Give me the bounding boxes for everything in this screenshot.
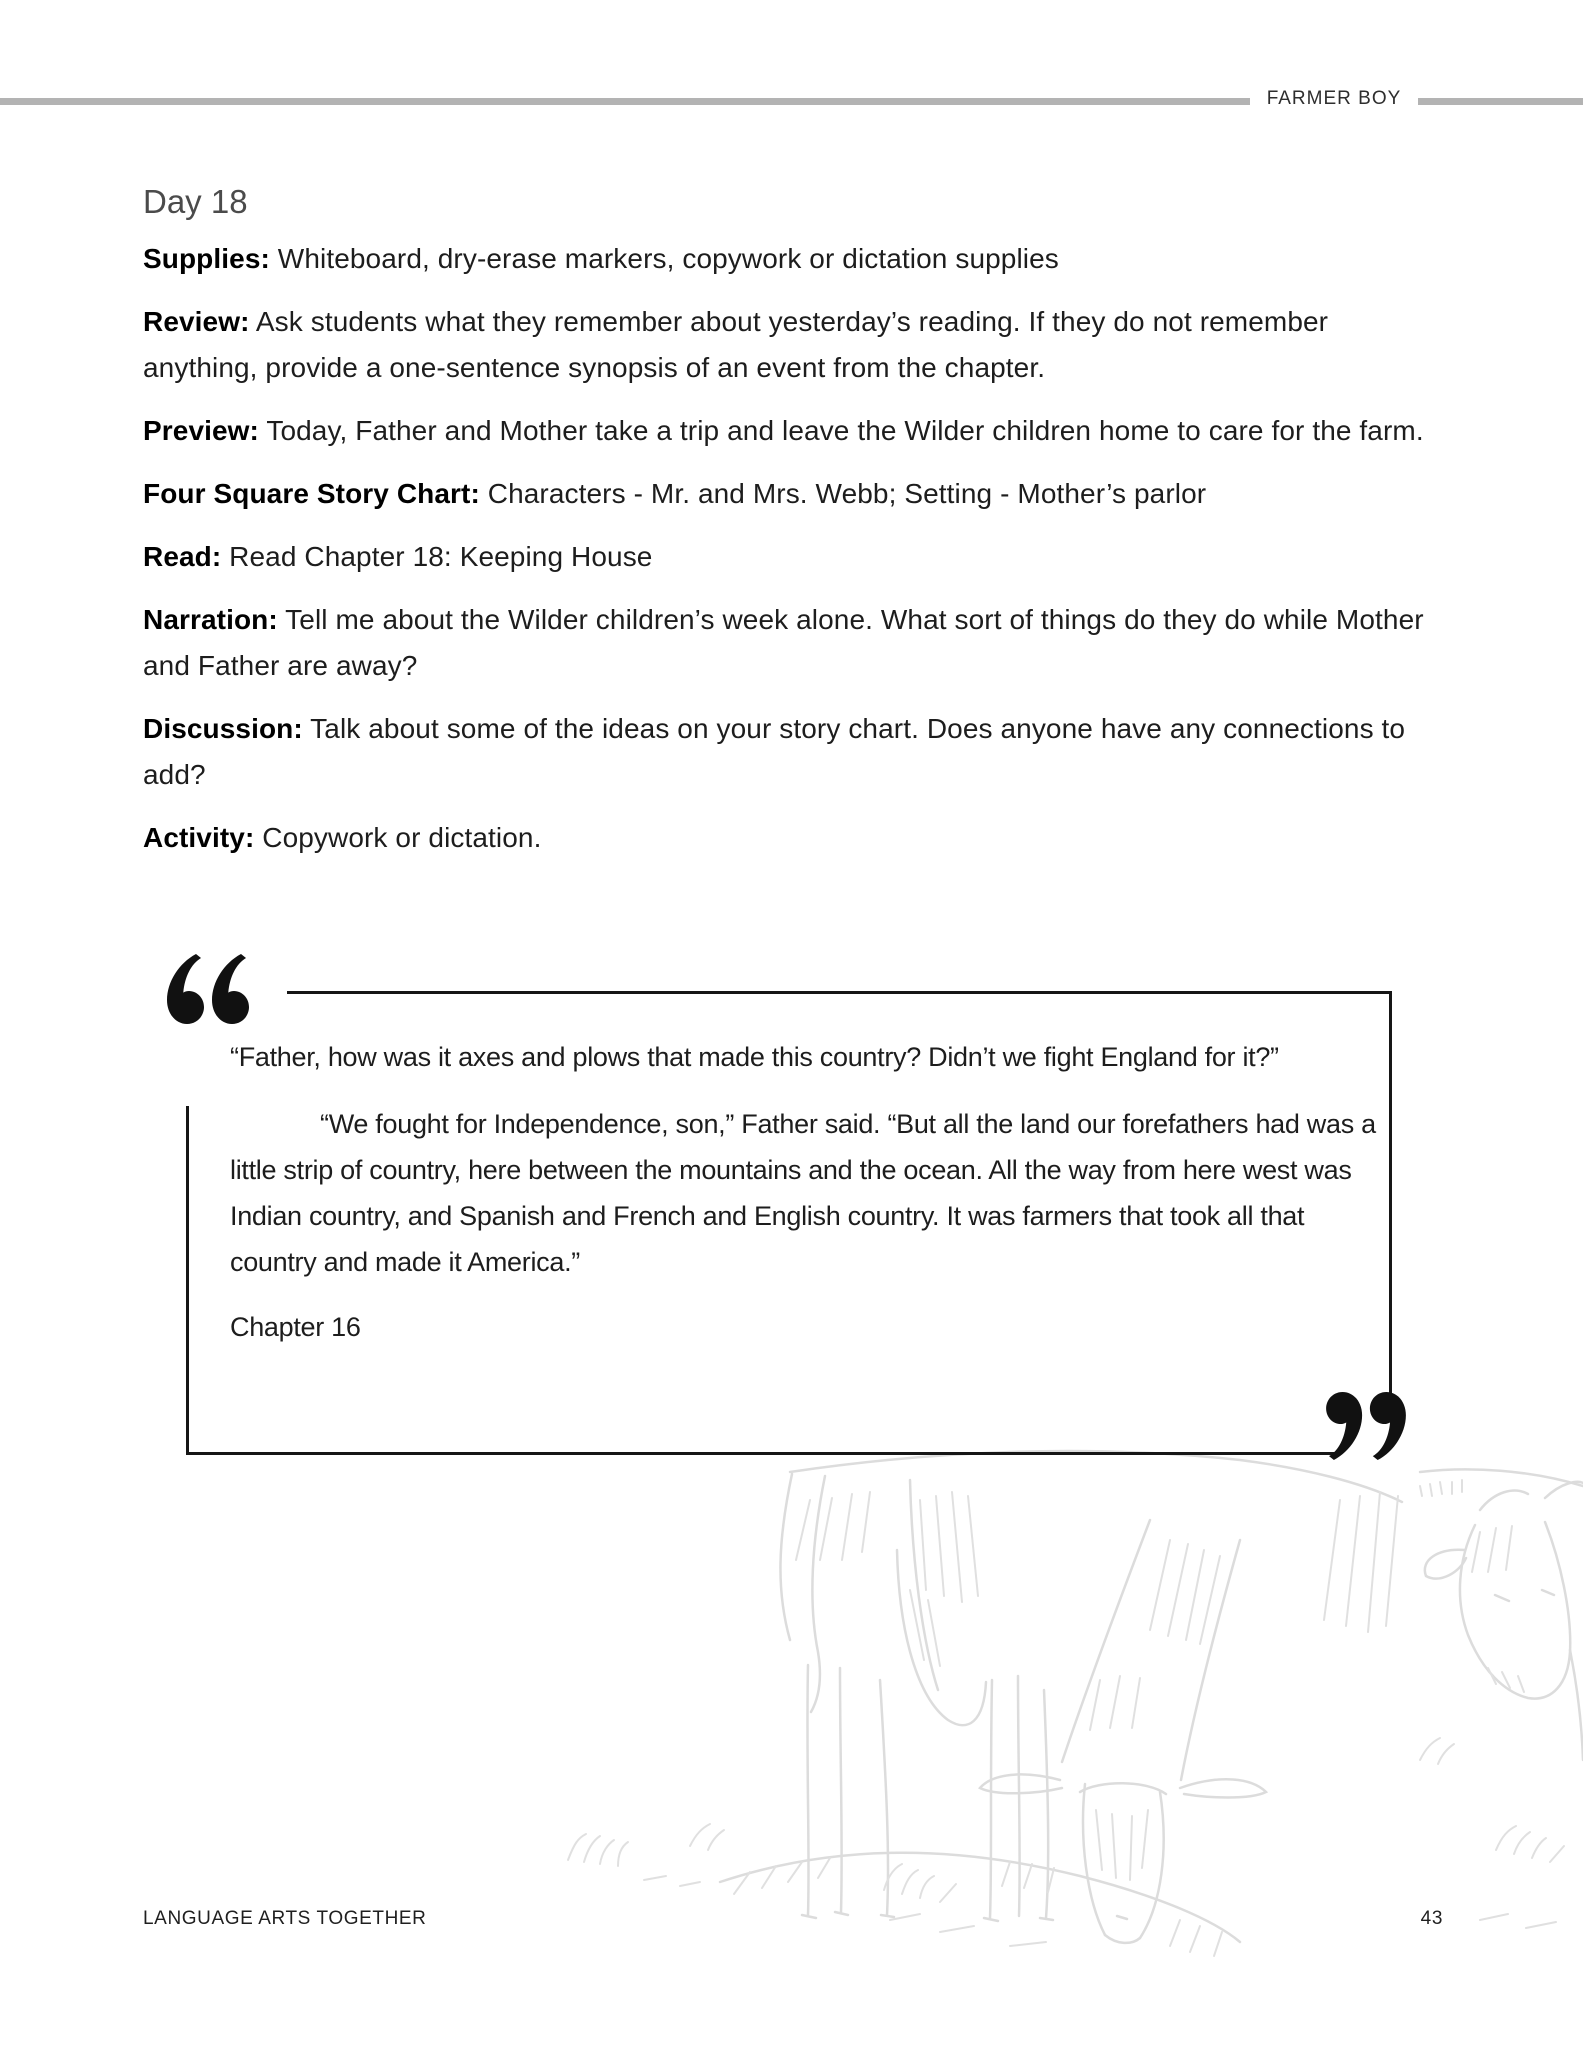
pull-quote-paragraph-2: “We fought for Independence, son,” Father said. “But all the land our forefathers had was a little strip of country, here between the mountains and the ocean. All the way from here west was Indian country, and Spanish and French and English country. It was farmers that took all that country and made it America.”	[230, 1109, 1376, 1277]
header-rule-right	[1418, 98, 1583, 105]
lesson-section-text: Today, Father and Mother take a trip and leave the Wilder children home to care for the farm.	[258, 415, 1424, 446]
page-footer	[143, 1905, 1443, 1933]
lesson-section-label: Preview:	[143, 415, 259, 446]
running-head-book-title: FARMER BOY	[1266, 88, 1402, 109]
pull-quote	[230, 1034, 1380, 1371]
footer-page-number: 43	[1420, 1908, 1443, 1929]
lesson-section-text: Copywork or dictation.	[254, 822, 542, 853]
lesson-section-text: Talk about some of the ideas on your story chart. Does anyone have any connections to add?	[143, 713, 1406, 790]
open-quote-icon	[163, 952, 253, 1026]
close-quote-icon	[1320, 1390, 1412, 1462]
lesson-section-label: Review:	[143, 306, 250, 337]
lesson-paragraph	[143, 236, 1438, 282]
lesson-section-label: Narration:	[143, 604, 278, 635]
lesson-section-text: Ask students what they remember about yesterday’s reading. If they do not remember anything, provide a one-sentence synopsis of an event from the chapter.	[143, 306, 1329, 383]
lesson-paragraph	[143, 471, 1438, 517]
lesson-paragraph	[143, 299, 1438, 391]
lesson-section-label: Discussion:	[143, 713, 303, 744]
lesson-paragraph	[143, 597, 1438, 689]
pull-quote-paragraph-1: “Father, how was it axes and plows that made this country? Didn’t we fight England for it?”	[230, 1042, 1279, 1072]
pull-quote-caption: Chapter 16	[230, 1312, 361, 1342]
lesson-section-text: Characters - Mr. and Mrs. Webb; Setting - Mother’s parlor	[479, 478, 1207, 509]
lesson-paragraph	[143, 815, 1438, 861]
lesson-paragraph	[143, 408, 1438, 454]
header-rule-left	[0, 98, 1250, 105]
quote-box-border-left	[186, 1106, 189, 1455]
lesson-paragraph	[143, 534, 1438, 580]
quote-box-border-bottom	[186, 1452, 1336, 1455]
lesson-sections	[143, 236, 1438, 861]
quote-box-border-right	[1389, 991, 1392, 1397]
lesson-section-label: Four Square Story Chart:	[143, 478, 480, 509]
lesson-paragraph	[143, 706, 1438, 798]
lesson-section-text: Whiteboard, dry-erase markers, copywork or dictation supplies	[269, 243, 1059, 274]
lesson-section-text: Read Chapter 18: Keeping House	[221, 541, 653, 572]
lesson-section-label: Activity:	[143, 822, 255, 853]
lesson-section-label: Read:	[143, 541, 222, 572]
day-heading: Day 18	[143, 183, 248, 220]
footer-series-title: LANGUAGE ARTS TOGETHER	[143, 1908, 427, 1929]
lesson-section-label: Supplies:	[143, 243, 270, 274]
lesson-content	[143, 182, 1438, 878]
quote-box-border-top	[287, 991, 1392, 994]
lesson-section-text: Tell me about the Wilder children’s week alone. What sort of things do they do while Mother and Father are away?	[143, 604, 1424, 681]
